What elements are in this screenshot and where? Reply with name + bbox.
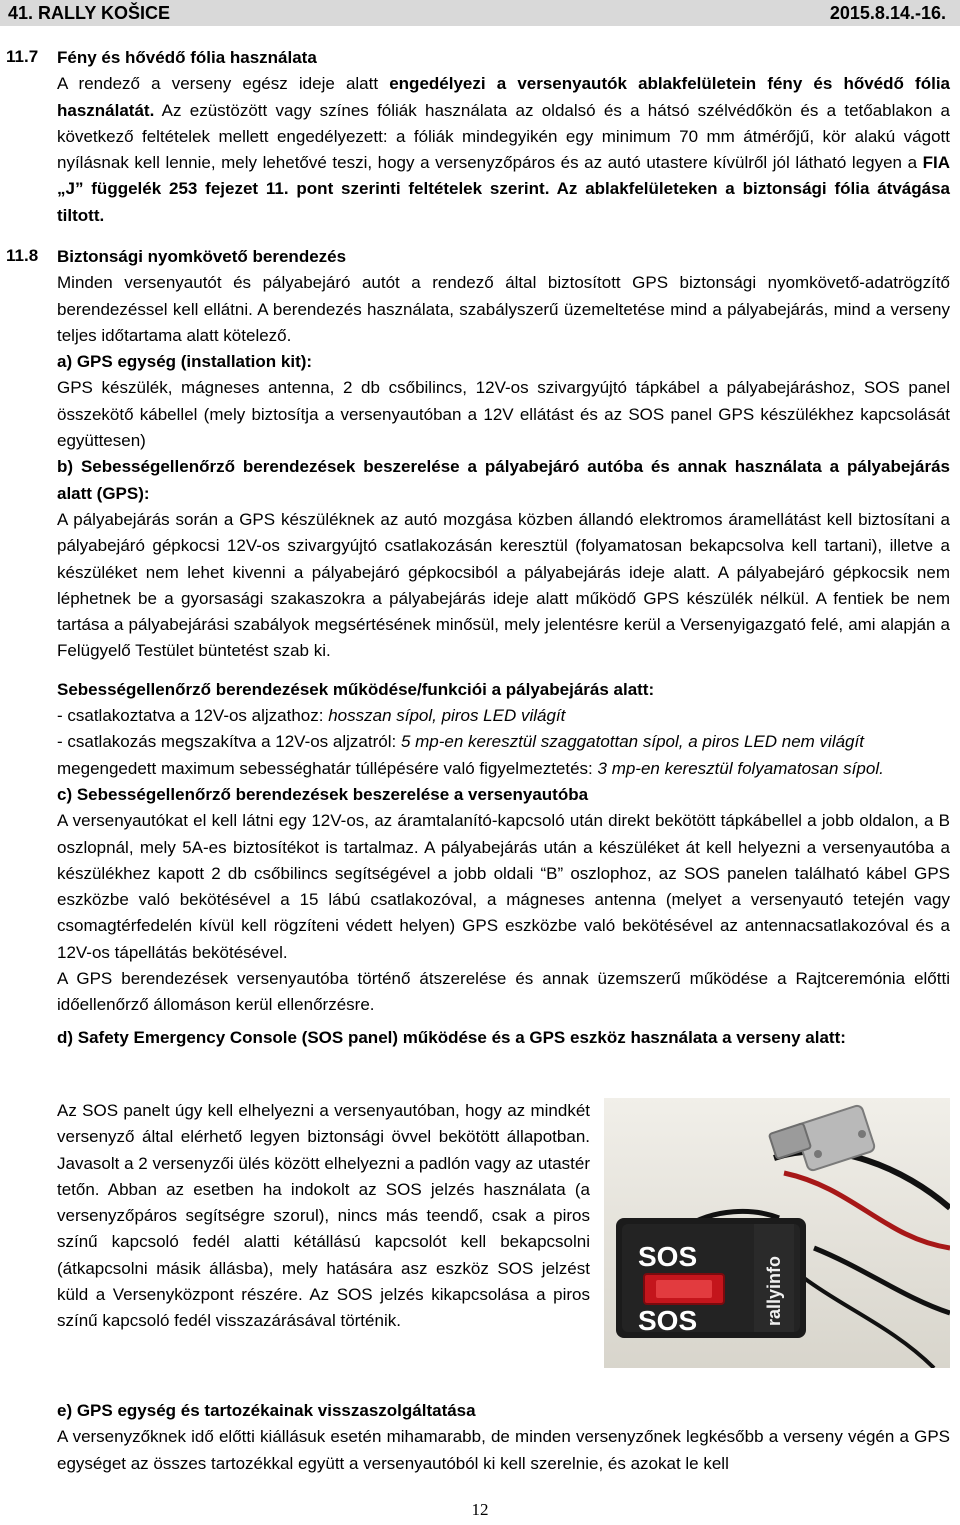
section-number-11-8: 11.8 [6, 246, 39, 265]
sos-box [616, 1218, 806, 1338]
section-11-8 [57, 244, 950, 1051]
sos-panel-illustration [604, 1098, 950, 1368]
sos-label-bottom: SOS [638, 1305, 698, 1336]
sos-label-top: SOS [638, 1241, 698, 1272]
section-number-11-7: 11.7 [6, 47, 39, 66]
section-11-8-intro: Minden versenyautót és pályabejáró autót a rendező által biztosított GPS biztonsági nyomkövető-adatrögzítő berendezéssel kell ellátni. A berendezés használata, szabályszerű üzemeltetése mind a pályabejárás, mind a verseny teljes időtartama alatt kötelező. [57, 273, 950, 345]
function-item-3: megengedett maximum sebességhatár túllépésére való figyelmeztetés: 3 mp-en keresztül folyamatosan sípol. [57, 758, 884, 778]
brand-label: rallyinfo [764, 1255, 784, 1326]
subsection-a-text: GPS készülék, mágneses antenna, 2 db csőbilincs, 12V-os szivargyújtó tápkábel a pályabejáráshoz, SOS panel összekötő kábellel (mely biztosítja a versenyautóban a 12V ellátást és az SOS panel GPS készülékhez kapcsolását együttesen) [57, 378, 950, 451]
sos-panel-photo [604, 1098, 950, 1368]
subsection-b-text: A pályabejárás során a GPS készüléknek az autó mozgása közben állandó elektromos áramellátást kell biztosítani a pályabejáró gépkocsi 12V-os szivargyújtó csatlakozásán keresztül (folyamatosan bekapcsolva kell tartani), illetve a készüléket nem lehet kivenni a pályabejáró gépkocsiból a pályabejárás ideje alatt. A pályabejáró gépkocsik nem léphetnek be a gyorsasági szakaszokra a pályabejárás ideje alatt működő GPS készülék nélkül. A fentiek be nem tartása a pályabejárási szabályok megsértésének minősül, mely jelentésre kerül a Versenyigazgató felé, ami alapján a Felügyelő Testület büntetést szab ki. [57, 509, 950, 661]
header-date: 2015.8.14.-16. [829, 3, 946, 23]
subsection-b-title: b) Sebességellenőrző berendezések beszerelése a pályabejáró autóba és annak használata a pályabejárás alatt (GPS): [57, 457, 950, 503]
subsection-a-title: a) GPS egység (installation kit): [57, 352, 313, 372]
subsection-e [57, 1398, 950, 1477]
function-list-title: Sebességellenőrző berendezések működése/funkciói a pályabejárás alatt: [57, 679, 655, 699]
subsection-d-text: Az SOS panelt úgy kell elhelyezni a versenyautóban, hogy az mindkét versenyző által elérhető legyen biztonsági övvel bekötött állapotban. Javasolt a 2 versenyzői ülés között elhelyezni a padlón vagy az utastér tetőn. Abban az esetben ha indokolt az SOS jelzés használata (a versenyzőpáros segítségre szorul), nincs más teendő, csak a piros színű kapcsoló fedél alatti kétállású kapcsolót kell bekapcsolni (átkapcsolni másik állásba), mely hatására asz eszköz SOS jelzést küld a Versenyközpont részére. Az SOS jelzés kikapcsolása a piros színű kapcsoló fedél visszazárásával történik. [57, 1101, 590, 1331]
section-11-8-title: Biztonsági nyomkövető berendezés [57, 247, 347, 266]
subsection-e-text: A versenyzőknek idő előtti kiállásuk esetén mihamarabb, de minden versenyzőnek legkésőbb a verseny végén a GPS egységet az összes tartozékkal együtt a versenyautóból ki kell szerelnie, és azokat le kell [57, 1427, 950, 1473]
function-item-1: - csatlakoztatva a 12V-os aljzathoz: hosszan sípol, piros LED világít [57, 706, 566, 726]
subsection-c-title: c) Sebességellenőrző berendezések beszerelése a versenyautóba [57, 784, 589, 804]
subsection-d-title: d) Safety Emergency Console (SOS panel) működése és a GPS eszköz használata a verseny alatt: [57, 1027, 846, 1047]
header-event-title: 41. RALLY KOŠICE [8, 3, 171, 23]
section-11-7-body: A rendező a verseny egész ideje alatt engedélyezi a versenyautók ablakfelületein fény és hővédő fólia használatát. Az ezüstözött vagy színes fóliák használata az oldalsó és a hátsó szélvédőkön és a tetőablakon a következő feltételek mellett engedélyezett: a fóliák mindegyikén egy minimum 70 mm átmérőjű, kör alakú vágott nyílásnak kell lennie, mely lehetővé teszi, hogy a versenyzőpáros és az autó utastere kívülről jól látható legyen a FIA „J” függelék 253 fejezet 11. pont szerinti feltételek szerint. Az ablakfelületeken a biztonsági fólia átvágása tiltott. [57, 74, 950, 225]
page-header [0, 0, 960, 26]
function-item-2: - csatlakozás megszakítva a 12V-os aljzatról: 5 mp-en keresztül szaggatottan sípol, a piros LED nem világít [57, 732, 864, 752]
subsection-d-text-block [57, 1098, 590, 1335]
section-11-7 [57, 45, 950, 229]
section-11-7-title: Fény és hővédő fólia használata [57, 48, 317, 67]
subsection-c-text-2: A GPS berendezések versenyautóba történő átszerelése és annak üzemszerű működése a Rajtceremónia előtti időellenőrző állomáson kerül ellenőrzésre. [57, 969, 950, 1015]
subsection-c-text-1: A versenyautókat el kell látni egy 12V-os, az áramtalanító-kapcsoló után direkt bekötött tápkábellel a jobb oldalon, a B oszlopnál, mely 5A-es biztosítékot is tartalmaz. A pályabejárás után a készüléket át kell helyezni a versenyautóba a készülékhez kapott 2 db csőbilincs segítségével a jobb oldali “B” oszlophoz, az SOS panelen található kábel GPS eszközbe való bekötésével a 15 lábú csatlakozóval, a mágneses antenna (melyet a versenyautó tetején vagy csomagtérfedelén kívül kell rögzíteni védett helyen) GPS eszközbe való bekötésével az antennacsatlakozóval és a 12V-os tápellátás bekötésével. [57, 811, 950, 962]
subsection-e-title: e) GPS egység és tartozékainak visszaszolgáltatása [57, 1401, 476, 1420]
page-number: 12 [471, 1500, 489, 1519]
